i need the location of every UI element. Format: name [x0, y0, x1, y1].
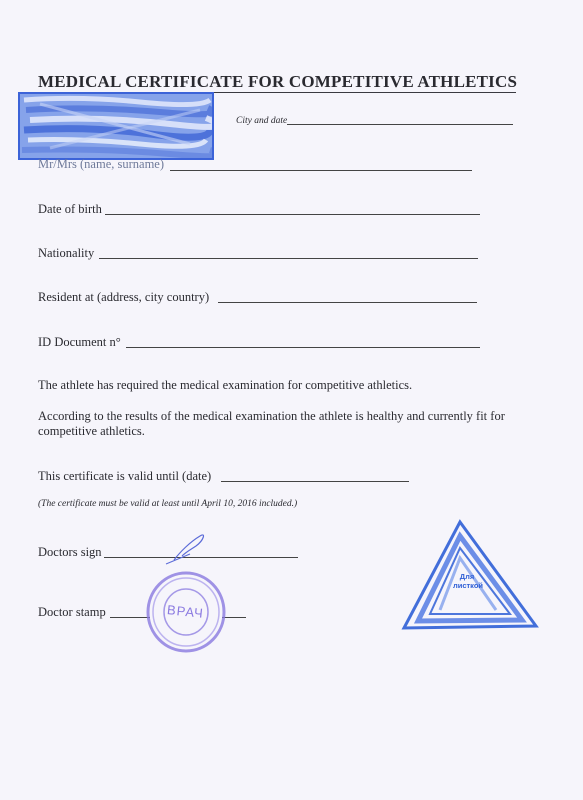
id-document-field-line[interactable]: [126, 347, 480, 348]
round-doctor-stamp: [145, 570, 227, 654]
doctor-signature-scribble: [160, 528, 220, 568]
triangle-stamp-line-2: листкой: [452, 581, 484, 590]
validity-note: (The certificate must be valid at least until April 10, 2016 included.): [38, 499, 298, 509]
page-title: MEDICAL CERTIFICATE FOR COMPETITIVE ATHLETICS: [38, 72, 518, 91]
valid-until-label: This certificate is valid until (date): [38, 469, 212, 483]
name-field-line[interactable]: [170, 170, 472, 171]
resident-field-line[interactable]: [218, 302, 477, 303]
redaction-block: [18, 92, 214, 160]
name-label: Mr/Mrs (name, surname): [38, 157, 165, 171]
fitness-statement: According to the results of the medical examination the athlete is healthy and currently fit for competitive athletics.: [38, 409, 505, 438]
triangle-stamp-line-1: Для: [459, 572, 475, 581]
round-stamp-text: ВРАЧ: [166, 602, 205, 621]
dob-field-line[interactable]: [105, 214, 480, 215]
city-and-date-label: City and date: [236, 116, 288, 126]
doctor-sign-label: Doctors sign: [38, 545, 102, 559]
nationality-label: Nationality: [38, 246, 95, 260]
triangle-stamp: [400, 518, 540, 630]
valid-until-field-line[interactable]: [221, 481, 409, 482]
resident-label: Resident at (address, city country): [38, 290, 210, 304]
id-document-label: ID Document n°: [38, 335, 121, 349]
dob-label: Date of birth: [38, 202, 102, 216]
nationality-field-line[interactable]: [99, 258, 478, 259]
doctor-stamp-line-left: [110, 617, 150, 618]
exam-statement: The athlete has required the medical examination for competitive athletics.: [38, 378, 413, 392]
doctor-stamp-label: Doctor stamp: [38, 605, 106, 619]
city-and-date-field-line[interactable]: [287, 124, 513, 125]
